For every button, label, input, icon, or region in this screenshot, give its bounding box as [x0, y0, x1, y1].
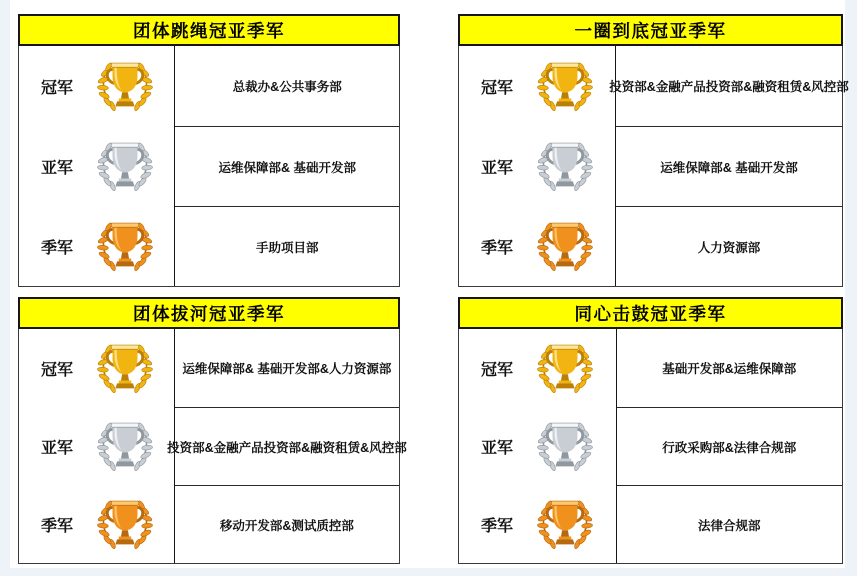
- table-body: [18, 46, 400, 287]
- table-title: 同心击鼓冠亚季军: [458, 297, 843, 329]
- gold-trophy-icon: [93, 56, 157, 116]
- winner-column: [174, 46, 399, 286]
- winner-column: [616, 329, 842, 563]
- rank-row-runner-up: [459, 126, 615, 206]
- winner-cell: 投资部&金融产品投资部&融资租赁&风控部: [609, 80, 849, 94]
- rank-row-runner-up: [19, 126, 174, 206]
- event-table-jump-rope: [18, 14, 400, 287]
- rank-label: 季军: [481, 239, 514, 257]
- event-table-circle-to-end: [458, 14, 849, 287]
- rank-row-third-place: [19, 206, 174, 286]
- silver-trophy-icon: [533, 416, 597, 476]
- event-table-drum-beating: [458, 297, 843, 564]
- table-title: 团体跳绳冠亚季军: [18, 14, 400, 46]
- rank-row-champion: [19, 329, 174, 407]
- bronze-trophy-icon: [533, 494, 597, 554]
- rank-column: [459, 329, 616, 563]
- table-body: [18, 329, 407, 564]
- event-table-tug-of-war: [18, 297, 407, 564]
- bronze-trophy-icon: [533, 216, 597, 276]
- winner-cell: 人力资源部: [616, 206, 842, 286]
- rank-row-runner-up: [459, 407, 616, 485]
- bronze-trophy-icon: [93, 216, 157, 276]
- gold-trophy-icon: [533, 338, 597, 398]
- winner-cell: 投资部&金融产品投资部&融资租赁&风控部: [175, 407, 399, 485]
- rank-column: [459, 46, 615, 286]
- silver-trophy-icon: [93, 416, 157, 476]
- rank-label: 季军: [41, 239, 74, 257]
- rank-label: 亚军: [41, 159, 74, 177]
- rank-row-third-place: [459, 206, 615, 286]
- rank-column: [19, 46, 174, 286]
- silver-trophy-icon: [533, 136, 597, 196]
- gold-trophy-icon: [533, 56, 597, 116]
- rank-label: 亚军: [481, 159, 514, 177]
- winner-cell: 手助项目部: [175, 206, 399, 286]
- bronze-trophy-icon: [93, 494, 157, 554]
- winner-cell: 基础开发部&运维保障部: [662, 362, 797, 376]
- rank-label: 亚军: [41, 439, 74, 457]
- rank-label: 亚军: [481, 439, 514, 457]
- rank-row-runner-up: [19, 407, 174, 485]
- winner-column: [167, 329, 407, 563]
- table-title: 一圈到底冠亚季军: [458, 14, 843, 46]
- gold-trophy-icon: [93, 338, 157, 398]
- winner-cell: 总裁办&公共事务部: [232, 80, 342, 94]
- winner-cell: 运维保障部& 基础开发部: [616, 126, 842, 206]
- winner-cell: 运维保障部& 基础开发部&人力资源部: [182, 362, 392, 376]
- rank-label: 冠军: [481, 361, 514, 379]
- rank-label: 季军: [481, 517, 514, 535]
- rank-row-third-place: [459, 485, 616, 563]
- silver-trophy-icon: [93, 136, 157, 196]
- results-board: [10, 0, 849, 568]
- winner-column: [609, 46, 849, 286]
- winner-cell: 移动开发部&测试质控部: [175, 485, 399, 563]
- rank-row-champion: [459, 46, 615, 126]
- winner-cell: 运维保障部& 基础开发部: [175, 126, 399, 206]
- table-body: [458, 46, 849, 287]
- rank-column: [19, 329, 174, 563]
- rank-row-champion: [459, 329, 616, 407]
- rank-row-champion: [19, 46, 174, 126]
- table-body: [458, 329, 843, 564]
- rank-row-third-place: [19, 485, 174, 563]
- rank-label: 冠军: [41, 79, 74, 97]
- winner-cell: 行政采购部&法律合规部: [617, 407, 842, 485]
- rank-label: 季军: [41, 517, 74, 535]
- table-title: 团体拔河冠亚季军: [18, 297, 400, 329]
- rank-label: 冠军: [481, 79, 514, 97]
- winner-cell: 法律合规部: [617, 485, 842, 563]
- rank-label: 冠军: [41, 361, 74, 379]
